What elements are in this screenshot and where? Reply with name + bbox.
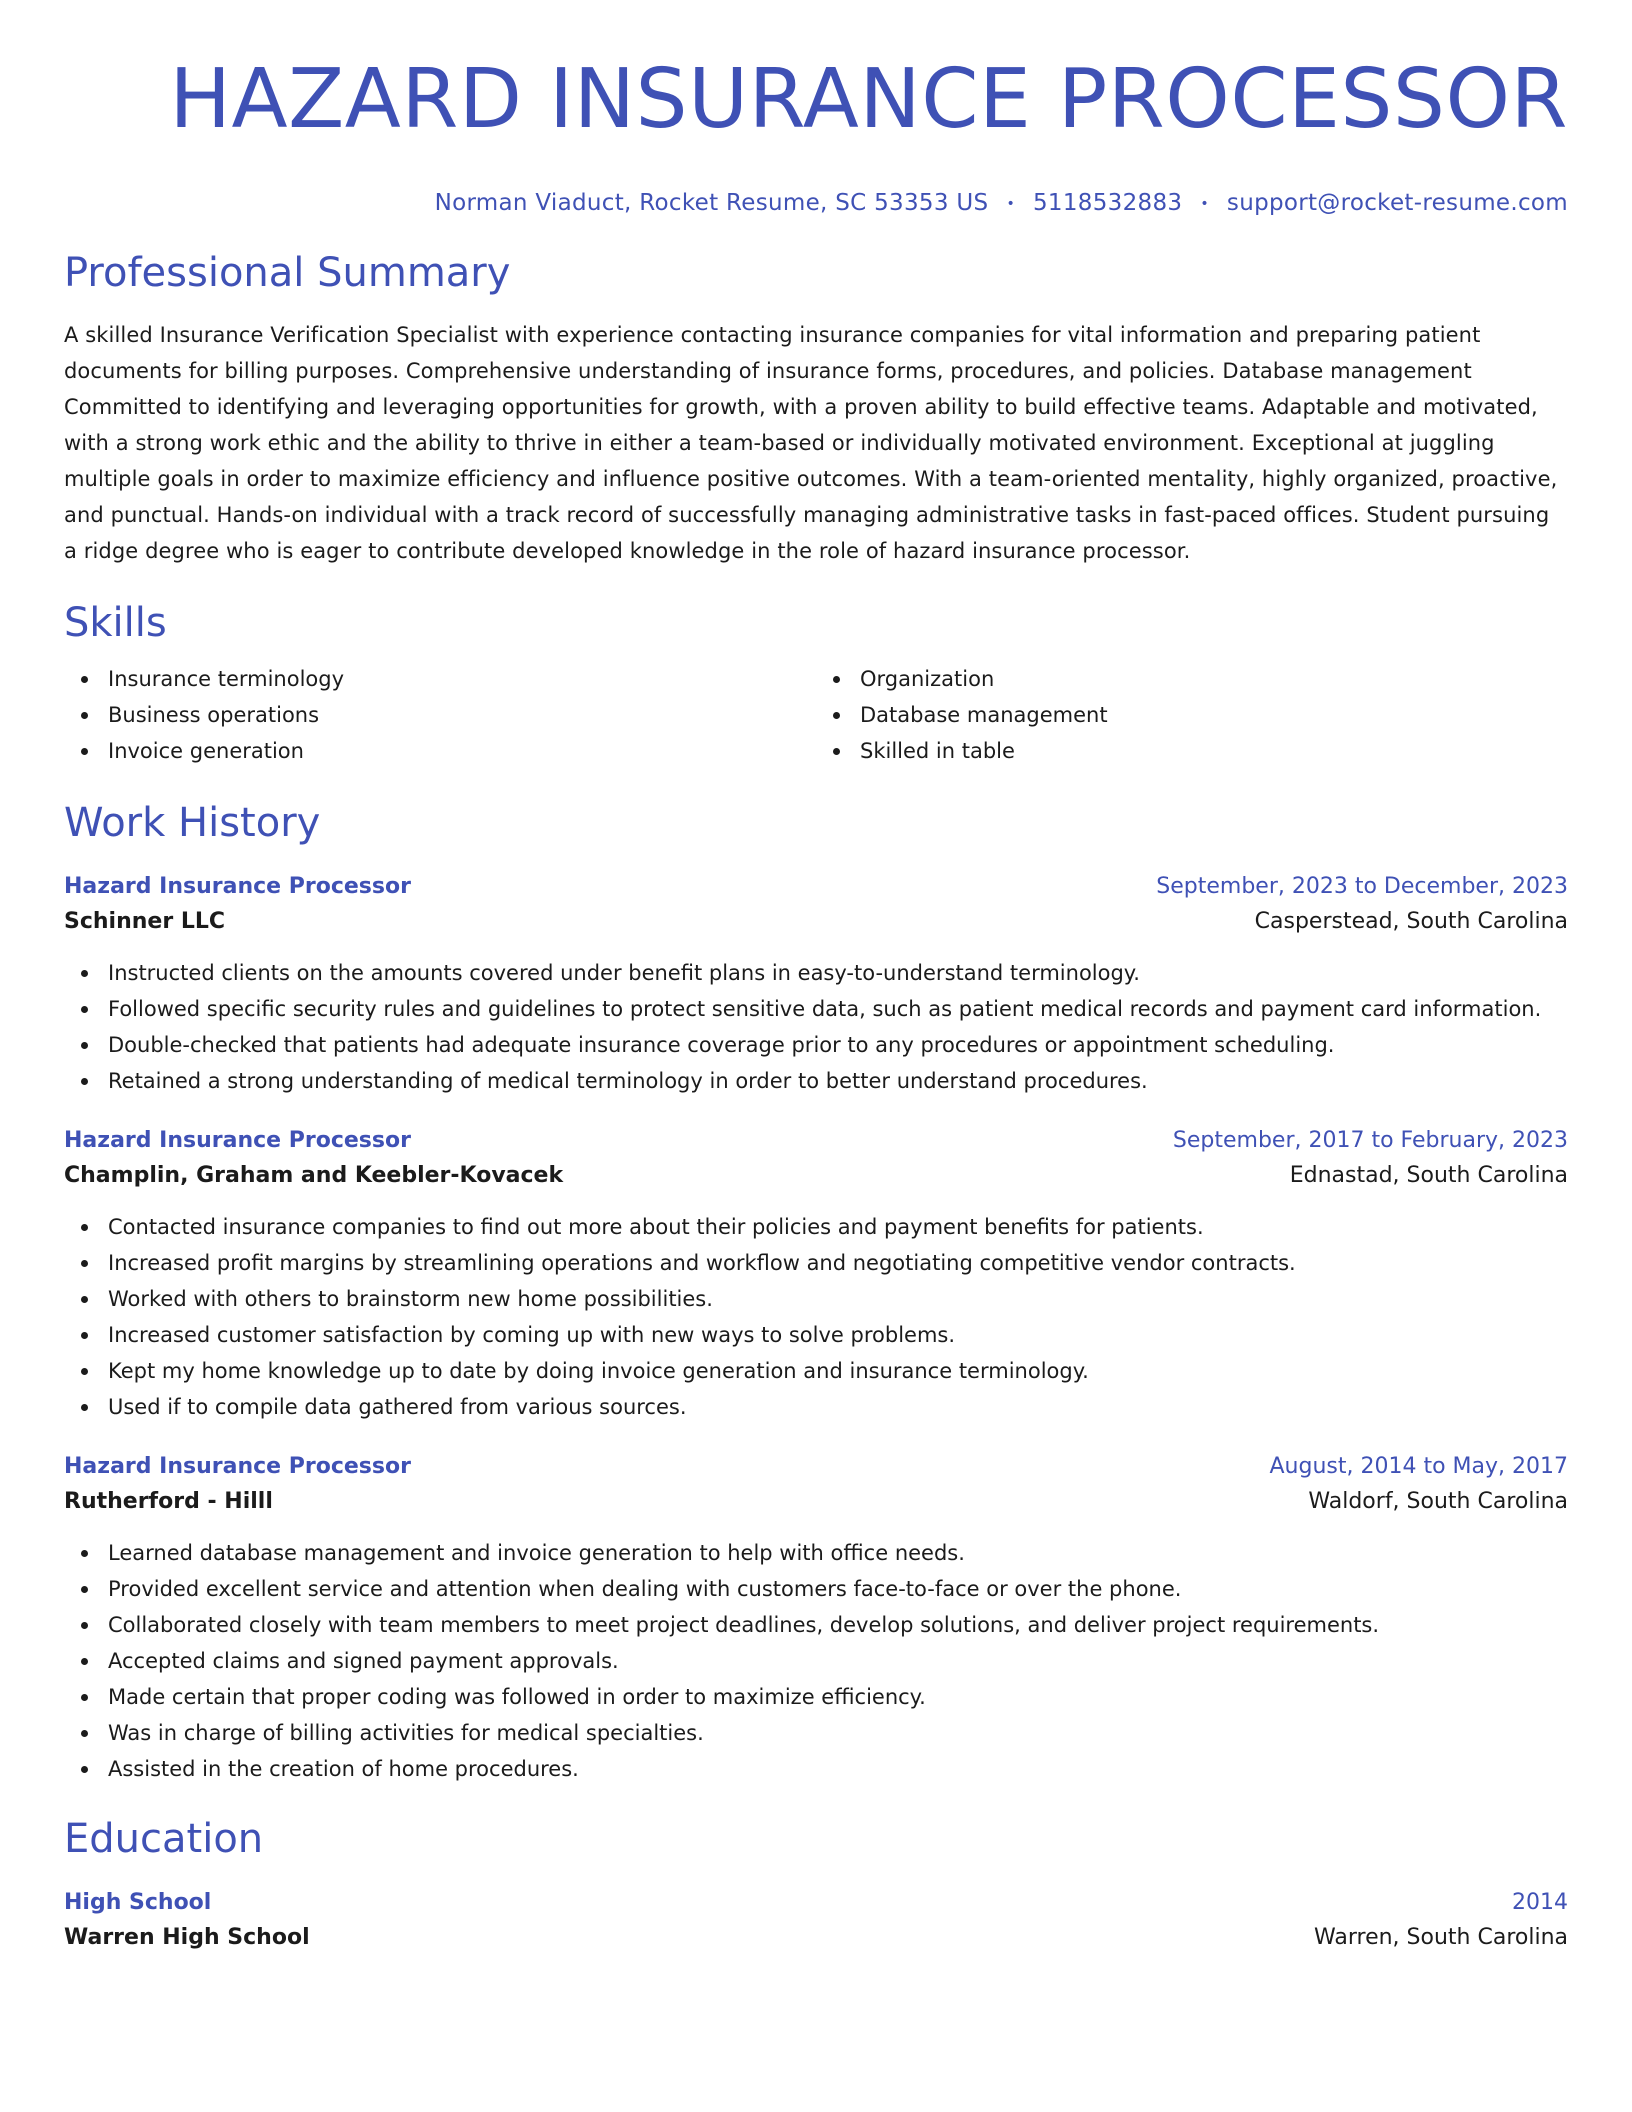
work-history-section [64, 799, 1568, 1787]
education-degree: High School [64, 1889, 212, 1915]
contact-line [64, 188, 1568, 219]
job-title: Hazard Insurance Processor [64, 873, 411, 899]
job-entry [64, 1125, 1568, 1425]
summary-text: A skilled Insurance Verification Specialist with experience contacting insurance companies for vital information and preparing patient documents for billing purposes. Comprehensive understanding of insurance forms, procedures, and policies. Database management Committed to identifying and leveraging opportunities for growth, with a proven ability to build effective teams. Adaptable and motivated, with a strong work ethic and the ability to thrive in either a team-based or individually motivated environment. Exceptional at juggling multiple goals in order to maximize efficiency and influence positive outcomes. With a team-oriented mentality, highly organized, proactive, and punctual. Hands-on individual with a track record of successfully managing administrative tasks in fast-paced offices. Student pursuing a ridge degree who is eager to contribute developed knowledge in the role of hazard insurance processor. [64, 322, 1558, 563]
job-location: Waldorf, South Carolina [1308, 1488, 1568, 1514]
job-employer-row [64, 1483, 1568, 1521]
job-bullet: Followed specific security rules and guidelines to protect sensitive data, such as patient medical records and payment card information. [64, 991, 1568, 1027]
job-bullets [64, 1209, 1568, 1425]
skill-item: Insurance terminology [64, 661, 816, 697]
job-dates: September, 2023 to December, 2023 [1156, 873, 1568, 899]
job-bullet: Increased profit margins by streamlining operations and workflow and negotiating competitive vendor contracts. [64, 1245, 1568, 1281]
section-heading-summary: Professional Summary [64, 249, 511, 296]
job-bullets [64, 1535, 1568, 1787]
job-bullet: Kept my home knowledge up to date by doing invoice generation and insurance terminology. [64, 1353, 1568, 1389]
job-bullet: Assisted in the creation of home procedures. [64, 1751, 1568, 1787]
job-bullet: Made certain that proper coding was followed in order to maximize efficiency. [64, 1679, 1568, 1715]
job-header-row [64, 1125, 1568, 1157]
job-location: Casperstead, South Carolina [1254, 908, 1568, 934]
education-header-row [64, 1887, 1568, 1919]
skills-grid [64, 661, 1568, 769]
skill-item: Skilled in table [816, 733, 1568, 769]
job-header-row [64, 871, 1568, 903]
job-bullet: Learned database management and invoice generation to help with office needs. [64, 1535, 1568, 1571]
job-dates: August, 2014 to May, 2017 [1269, 1453, 1568, 1479]
job-bullet: Retained a strong understanding of medical terminology in order to better understand procedures. [64, 1063, 1568, 1099]
education-entry [64, 1887, 1568, 1957]
education-school-row [64, 1919, 1568, 1957]
job-bullet: Accepted claims and signed payment approvals. [64, 1643, 1568, 1679]
job-bullet: Used if to compile data gathered from various sources. [64, 1389, 1568, 1425]
skill-item: Organization [816, 661, 1568, 697]
contact-phone: 5118532883 [1033, 190, 1183, 216]
job-entry [64, 1451, 1568, 1787]
job-bullet: Increased customer satisfaction by coming up with new ways to solve problems. [64, 1317, 1568, 1353]
job-employer-row [64, 903, 1568, 941]
contact-separator: • [1200, 195, 1209, 212]
job-bullet: Worked with others to brainstorm new home possibilities. [64, 1281, 1568, 1317]
section-heading-skills: Skills [64, 599, 167, 646]
job-bullet: Contacted insurance companies to find out more about their policies and payment benefits for patients. [64, 1209, 1568, 1245]
education-school: Warren High School [64, 1924, 310, 1950]
job-employer: Champlin, Graham and Keebler-Kovacek [64, 1162, 564, 1188]
skills-list-right [816, 661, 1568, 769]
job-bullet: Double-checked that patients had adequate insurance coverage prior to any procedures or appointment scheduling. [64, 1027, 1568, 1063]
contact-separator: • [1006, 195, 1015, 212]
section-heading-work-history: Work History [64, 799, 321, 846]
contact-email[interactable]: support@rocket-resume.com [1226, 190, 1568, 216]
contact-address: Norman Viaduct, Rocket Resume, SC 53353 US [434, 190, 989, 216]
job-bullet: Provided excellent service and attention when dealing with customers face-to-face or over the phone. [64, 1571, 1568, 1607]
education-location: Warren, South Carolina [1314, 1924, 1568, 1950]
candidate-name: HAZARD INSURANCE PROCESSOR [169, 52, 1568, 147]
job-bullet: Was in charge of billing activities for medical specialties. [64, 1715, 1568, 1751]
skill-item: Business operations [64, 697, 816, 733]
job-title: Hazard Insurance Processor [64, 1127, 411, 1153]
skills-list-left [64, 661, 816, 769]
job-header-row [64, 1451, 1568, 1483]
section-heading-education: Education [64, 1815, 264, 1862]
job-dates: September, 2017 to February, 2023 [1172, 1127, 1568, 1153]
job-location: Ednastad, South Carolina [1289, 1162, 1568, 1188]
skill-item: Invoice generation [64, 733, 816, 769]
job-title: Hazard Insurance Processor [64, 1453, 411, 1479]
job-bullet: Collaborated closely with team members to meet project deadlines, develop solutions, and deliver project requirements. [64, 1607, 1568, 1643]
job-employer: Schinner LLC [64, 908, 226, 934]
job-employer: Rutherford - Hilll [64, 1488, 273, 1514]
job-employer-row [64, 1157, 1568, 1195]
job-bullet: Instructed clients on the amounts covered under benefit plans in easy-to-understand terminology. [64, 955, 1568, 991]
job-bullets [64, 955, 1568, 1099]
summary-section [64, 249, 1568, 569]
skills-section [64, 599, 1568, 769]
skill-item: Database management [816, 697, 1568, 733]
education-year: 2014 [1512, 1889, 1568, 1915]
resume-header [64, 52, 1568, 219]
job-entry [64, 871, 1568, 1099]
education-section [64, 1815, 1568, 1957]
